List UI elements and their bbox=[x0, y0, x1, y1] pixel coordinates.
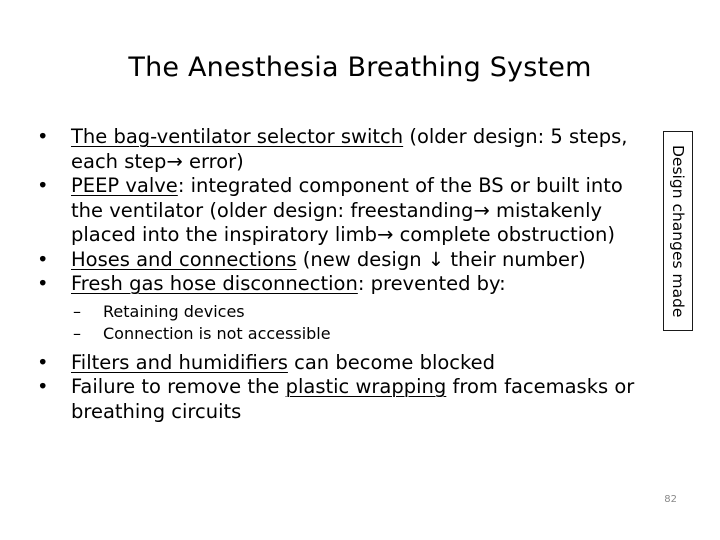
bullet-text: (older design: 5 steps, each step→ error) bbox=[71, 125, 628, 173]
bullet-text: from facemasks or breathing circuits bbox=[71, 375, 635, 423]
bullet-text-prefix: Failure to remove the bbox=[71, 375, 286, 398]
sub-bullet-text: Connection is not accessible bbox=[103, 324, 331, 343]
sub-bullet-connection-not-accessible bbox=[35, 323, 675, 346]
bullet-marker: • bbox=[37, 350, 49, 374]
bullet-term: PEEP valve bbox=[71, 174, 178, 197]
bullet-term: The bag-ventilator selector switch bbox=[71, 125, 404, 148]
bullet-term: Fresh gas hose disconnection bbox=[71, 272, 358, 295]
bullet-filters-humidifiers bbox=[35, 351, 675, 376]
bullet-plastic-wrapping bbox=[35, 375, 675, 424]
bullet-marker: • bbox=[37, 375, 49, 398]
bullet-term: Filters and humidifiers bbox=[71, 350, 288, 374]
slide-number: 82 bbox=[664, 494, 677, 505]
bullet-hoses-connections bbox=[35, 248, 635, 273]
bullet-marker: • bbox=[37, 272, 49, 295]
bullet-text: : integrated component of the BS or built into the ventilator (older design: freestanding→ mistakenly placed into the inspiratory limb→ complete obstruction) bbox=[71, 174, 623, 246]
bullet-group-top bbox=[35, 125, 635, 297]
bullet-text: : prevented by: bbox=[357, 272, 506, 295]
bullet-marker: • bbox=[37, 125, 49, 148]
sub-bullet-retaining-devices bbox=[35, 301, 675, 324]
bullet-term: plastic wrapping bbox=[285, 375, 447, 398]
slide-body bbox=[35, 125, 675, 424]
bullet-group-bottom bbox=[35, 351, 675, 425]
side-label: Design changes made bbox=[669, 144, 687, 318]
bullet-term: Hoses and connections bbox=[71, 247, 297, 271]
bullet-marker: • bbox=[37, 247, 49, 271]
bullet-marker: • bbox=[37, 174, 49, 197]
sub-bullet-text: Retaining devices bbox=[103, 301, 245, 321]
bullet-text: can become blocked bbox=[287, 350, 495, 374]
bullet-text: (new design ↓ their number) bbox=[296, 247, 586, 271]
sub-bullet-marker: – bbox=[73, 301, 81, 321]
bullet-fresh-gas-hose bbox=[35, 272, 635, 297]
bullet-peep-valve bbox=[35, 174, 635, 248]
slide-title: The Anesthesia Breathing System bbox=[128, 52, 592, 83]
bullet-selector-switch bbox=[35, 125, 635, 174]
sub-bullet-marker: – bbox=[73, 324, 81, 343]
